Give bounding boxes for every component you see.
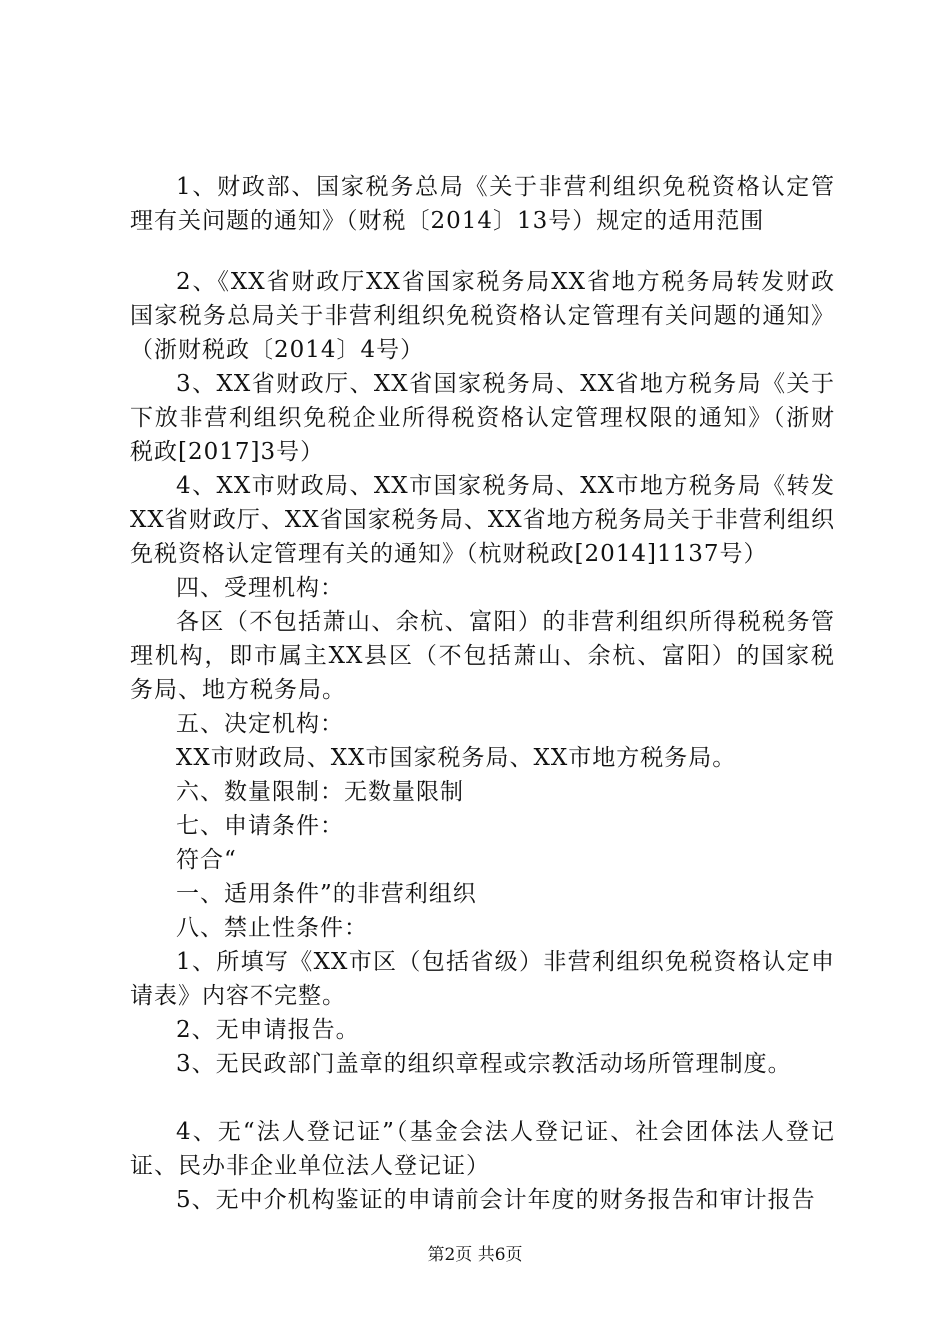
paragraph-basis-4: 4、XX市财政局、XX市国家税务局、XX市地方税务局《转发XX省财政厅、XX省国家税务局、XX省地方税务局关于非营利组织免税资格认定管理有关的通知》（杭财税政[2014]1137号） (130, 473, 835, 567)
heading-deciding-agency: 五、决定机构： (176, 711, 344, 737)
paragraph-deciding-agency: XX市财政局、XX市国家税务局、XX市地方税务局。 (176, 745, 737, 771)
page-number-footer: 第2页 共6页 (427, 1245, 523, 1265)
paragraph-conditions-line-1: 符合“ (176, 847, 237, 873)
paragraph-basis-2: 2、《XX省财政厅XX省国家税务局XX省地方税务局转发财政国家税务总局关于非营利组织免税资格认定管理有关问题的通知》（浙财税政〔2014〕4号） (130, 269, 835, 363)
paragraph-conditions-line-2: 一、适用条件”的非营利组织 (176, 881, 477, 907)
heading-quantity-limit: 六、数量限制：无数量限制 (176, 779, 464, 805)
paragraph-basis-1: 1、财政部、国家税务总局《关于非营利组织免税资格认定管理有关问题的通知》（财税〔2014〕13号）规定的适用范围 (130, 174, 835, 234)
paragraph-prohibition-5: 5、无中介机构鉴证的申请前会计年度的财务报告和审计报告 (176, 1187, 816, 1213)
paragraph-prohibition-2: 2、无申请报告。 (176, 1017, 360, 1043)
document-body (130, 170, 835, 1217)
paragraph-basis-3: 3、XX省财政厅、XX省国家税务局、XX省地方税务局《关于下放非营利组织免税企业所得税资格认定管理权限的通知》（浙财税政[2017]3号） (130, 371, 835, 465)
paragraph-prohibition-4: 4、无“法人登记证”（基金会法人登记证、社会团体法人登记证、民办非企业单位法人登记证） (130, 1119, 835, 1179)
paragraph-prohibition-1: 1、所填写《XX市区（包括省级）非营利组织免税资格认定申请表》内容不完整。 (130, 949, 835, 1009)
paragraph-prohibition-3: 3、无民政部门盖章的组织章程或宗教活动场所管理制度。 (176, 1051, 792, 1077)
heading-prohibitive-conditions: 八、禁止性条件： (176, 915, 368, 941)
paragraph-accepting-agency: 各区（不包括萧山、余杭、富阳）的非营利组织所得税税务管理机构，即市属主XX县区（不包括萧山、余杭、富阳）的国家税务局、地方税务局。 (130, 609, 835, 703)
heading-application-conditions: 七、申请条件： (176, 813, 344, 839)
heading-accepting-agency: 四、受理机构： (176, 575, 344, 601)
